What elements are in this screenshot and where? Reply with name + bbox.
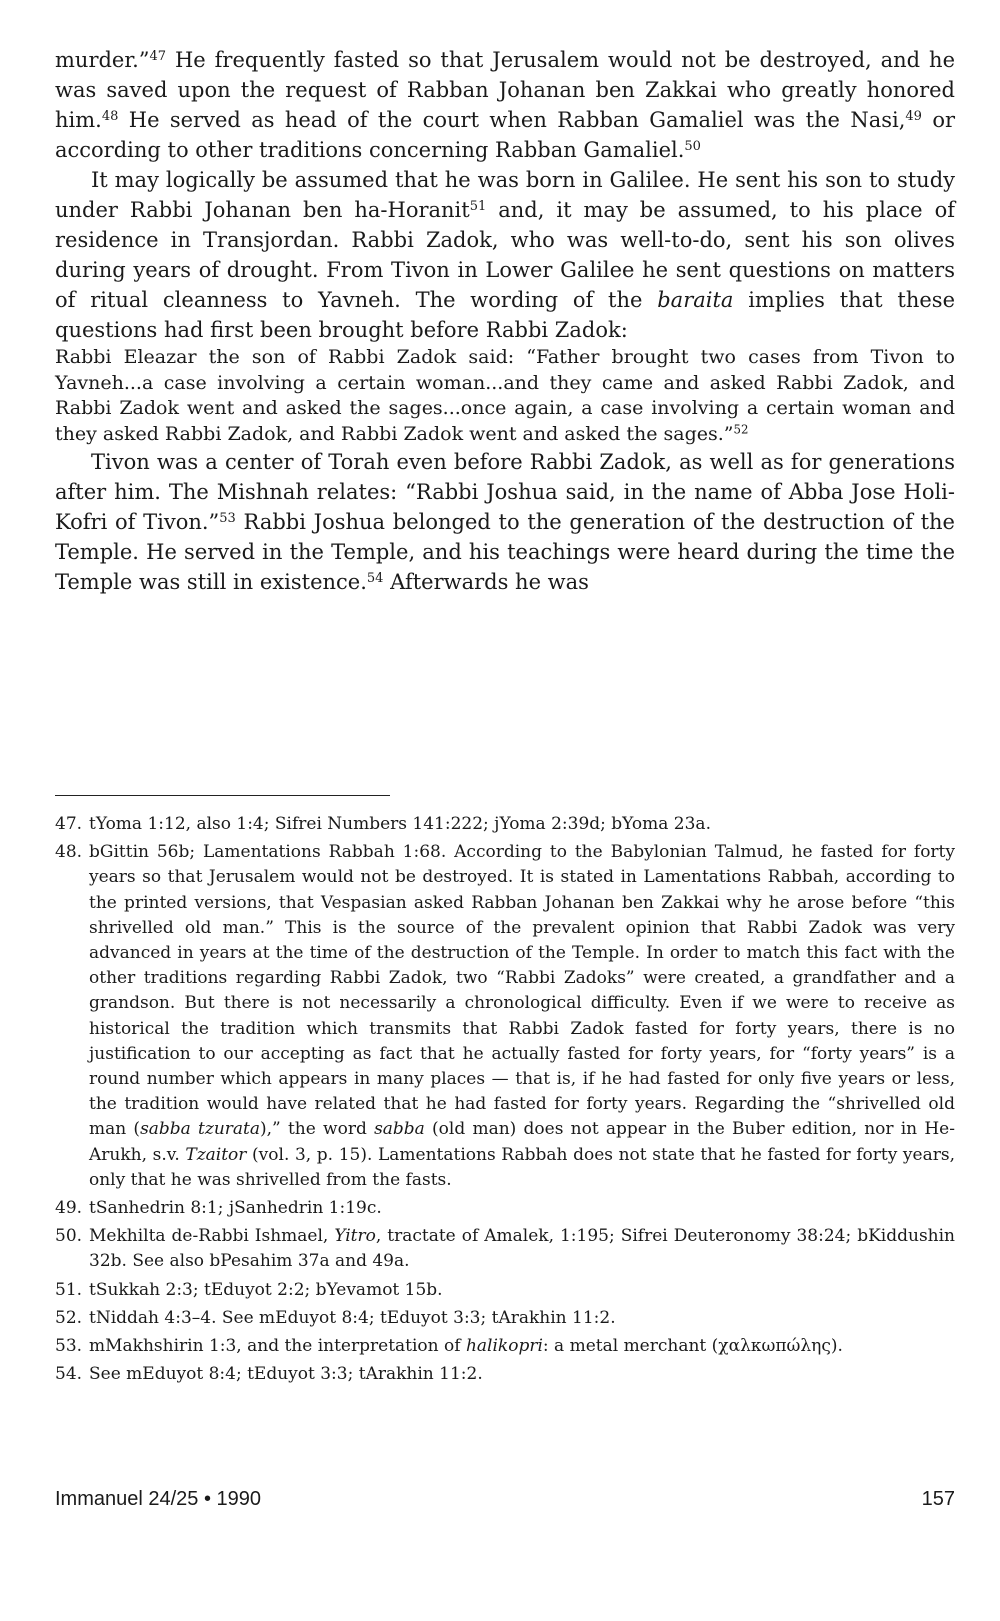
journal-citation: Immanuel 24/25 • 1990: [55, 1488, 262, 1510]
footnote-number: 47.: [55, 814, 83, 834]
footnote-ref: 49: [905, 108, 922, 124]
footnote-number: 51.: [55, 1279, 83, 1300]
main-text: [55, 45, 955, 597]
footnote-item: [55, 1334, 955, 1359]
footnote-text: mMakhshirin 1:3, and the interpretation of halikopri: a metal merchant (χαλκωπώλης).: [89, 1336, 843, 1357]
footnote-number: 50.: [55, 1226, 83, 1247]
footnote-ref: 51: [469, 198, 487, 214]
footnote-text: tYoma 1:12, also 1:4; Sifrei Numbers 141:222; jYoma 2:39d; bYoma 23a.: [89, 814, 711, 834]
body-paragraph-3: Tivon was a center of Torah even before Rabbi Zadok, as well as for generations after him. The Mishnah relates: “Rabbi Joshua said, in the name of Abba Jose Holi-Kofri of Tivon.”$^{53}$ Rabbi Joshua belonged to the generation of the destruction of the Temple. He served in the Temple, and his teachings were heard during the time the Temple was still in existence.$^{54}$ Afterwards he was: [55, 450, 955, 594]
footnote-text: See mEduyot 8:4; tEduyot 3:3; tArakhin 11:2.: [89, 1364, 483, 1385]
footnote-text: tSukkah 2:3; tEduyot 2:2; bYevamot 15b.: [89, 1279, 443, 1300]
footnote-text: Mekhilta de-Rabbi Ishmael, Yitro, tractate of Amalek, 1:195; Sifrei Deuteronomy 38:24; bKiddushin 32b. See also bPesahim 37a and 49a.: [89, 1226, 955, 1272]
footnote-item: [55, 1278, 955, 1303]
body-paragraph-1: murder.”$^{47}$ He frequently fasted so that Jerusalem would not be destroyed, and he was saved upon the request of Rabban Johanan ben Zakkai who greatly honored him.$^{48}$ He served as head of the court when Rabban Gamaliel was the Nasi,$^{49}$ or according to other traditions concerning Rabban Gamaliel.$^{50}$: [55, 48, 956, 162]
footnote-divider: [55, 795, 390, 796]
footnote-text: bGittin 56b; Lamentations Rabbah 1:68. According to the Babylonian Talmud, he fasted for forty years so that Jerusalem would not be destroyed. It is stated in Lamentations Rabbah, according to the printed versions, that Vespasian asked Rabban Johanan ben Zakkai why he arose before “this shrivelled old man.” This is the source of the prevalent opinion that Rabbi Zadok was very advanced in years at the time of the destruction of the Temple. In order to match this fact with the other traditions regarding Rabbi Zadok, two “Rabbi Zadoks” were created, a grandfather and a grandson. But there is not necessarily a chronological difficulty. Even if we were to receive as historical the tradition which transmits that Rabbi Zadok fasted for forty years, there is no justification to our accepting as fact that he actually fasted for forty years, for “forty years” is a round number which appears in many places — that is, if he had fasted for only five years or less, the tradition would have related that he had fasted for forty years. Regarding the “shrivelled old man (sabba tzurata),” the word sabba (old man) does not appear in the Buber edition, nor in He-Arukh, s.v. Tzaitor (vol. 3, p. 15). Lamentations Rabbah does not state that he fasted for forty years, only that he was shrivelled from the fasts.: [89, 842, 955, 1190]
footnote-ref: 50: [684, 138, 701, 154]
footnote-number: 52.: [55, 1307, 83, 1328]
footnote-item: [55, 812, 955, 837]
italic-term: Yitro: [334, 1226, 376, 1247]
footnote-item: [55, 1306, 955, 1331]
footnote-item: [55, 1196, 955, 1221]
footnote-number: 54.: [55, 1364, 83, 1385]
block-quote: Rabbi Eleazar the son of Rabbi Zadok said: “Father brought two cases from Tivon to Yavneh...a case involving a certain woman...and they came and asked Rabbi Zadok, and Rabbi Zadok went and asked the sages...once again, a case involving a certain woman and they asked Rabbi Zadok, and Rabbi Zadok went and asked the sages.”$^{52}$: [55, 346, 955, 445]
body-paragraph-2: It may logically be assumed that he was born in Galilee. He sent his son to study under Rabbi Johanan ben ha-Horanit$^{51}$ and, it may be assumed, to his place of residence in Transjordan. Rabbi Zadok, who was well-to-do, sent his son olives during years of drought. From Tivon in Lower Galilee he sent questions on matters of ritual cleanness to Yavneh. The wording of the baraita implies that these questions had first been brought before Rabbi Zadok:: [55, 168, 955, 342]
footnote-ref: 48: [101, 108, 119, 124]
footnotes: [55, 812, 955, 1390]
italic-term: Tzaitor: [185, 1144, 247, 1165]
footnote-item: [55, 840, 955, 1193]
footnote-ref: 54: [366, 570, 384, 586]
footnote-number: 53.: [55, 1336, 83, 1357]
italic-term: sabba tzurata: [140, 1119, 261, 1140]
italic-term: baraita: [657, 288, 734, 312]
italic-term: sabba: [374, 1119, 425, 1140]
footnote-ref: 52: [733, 422, 749, 437]
footnote-text: tNiddah 4:3–4. See mEduyot 8:4; tEduyot 3:3; tArakhin 11:2.: [89, 1307, 616, 1328]
footnote-item: [55, 1224, 955, 1274]
footnote-number: 48.: [55, 842, 83, 863]
page-footer: [55, 1488, 955, 1511]
footnote-ref: 53: [219, 510, 236, 526]
page-number: 157: [921, 1488, 955, 1510]
footnote-number: 49.: [55, 1198, 83, 1219]
footnote-text: tSanhedrin 8:1; jSanhedrin 1:19c.: [89, 1198, 382, 1219]
footnote-ref: 47: [149, 48, 167, 64]
footnote-item: [55, 1362, 955, 1387]
italic-term: halikopri: [465, 1336, 543, 1357]
